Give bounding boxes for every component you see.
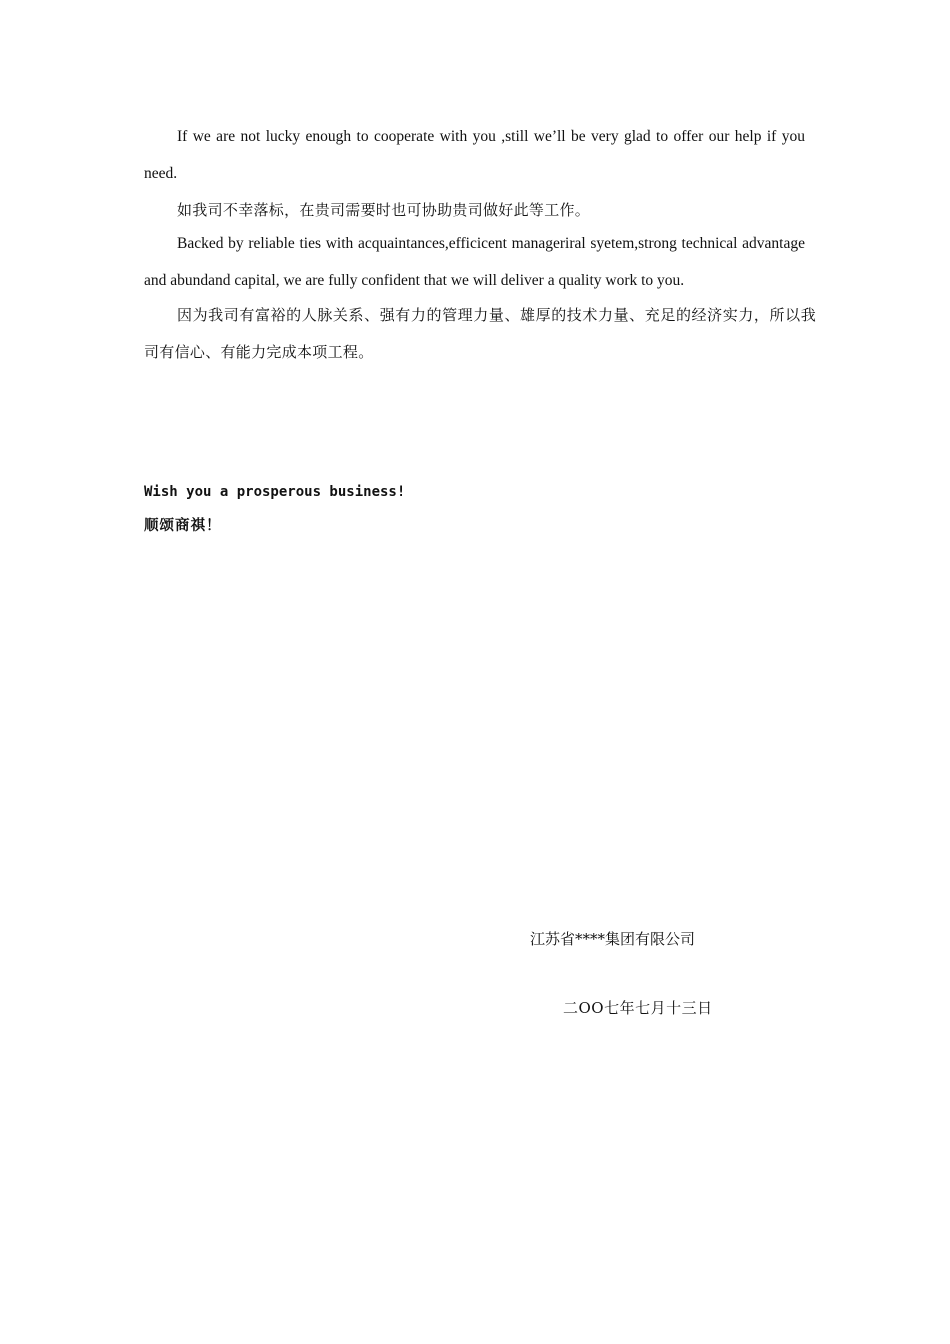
closing-wish-chinese: 顺颂商祺！ <box>144 518 222 534</box>
signature-company: 江苏省****集团有限公司 <box>530 930 696 948</box>
paragraph-english-help-offer: If we are not lucky enough to cooperate with you ,still we’ll be very glad to offer our help if you need. <box>144 128 805 182</box>
paragraph-chinese-capability: 因为我司有富裕的人脉关系、强有力的管理力量、雄厚的技术力量、充足的经济实力，所以我司有信心、有能力完成本项工程。 <box>144 306 816 361</box>
paragraph-chinese-help-offer: 如我司不幸落标，在贵司需要时也可协助贵司做好此等工作。 <box>177 201 591 219</box>
paragraph-english-capability: Backed by reliable ties with acquaintances,efficicent manageriral syetem,strong technical advantage and abundand capital, we are fully confident that we will deliver a quality work to you. <box>144 235 805 289</box>
closing-wish-english: Wish you a prosperous business! <box>144 484 406 500</box>
signature-date: 二OO七年七月十三日 <box>563 999 713 1017</box>
